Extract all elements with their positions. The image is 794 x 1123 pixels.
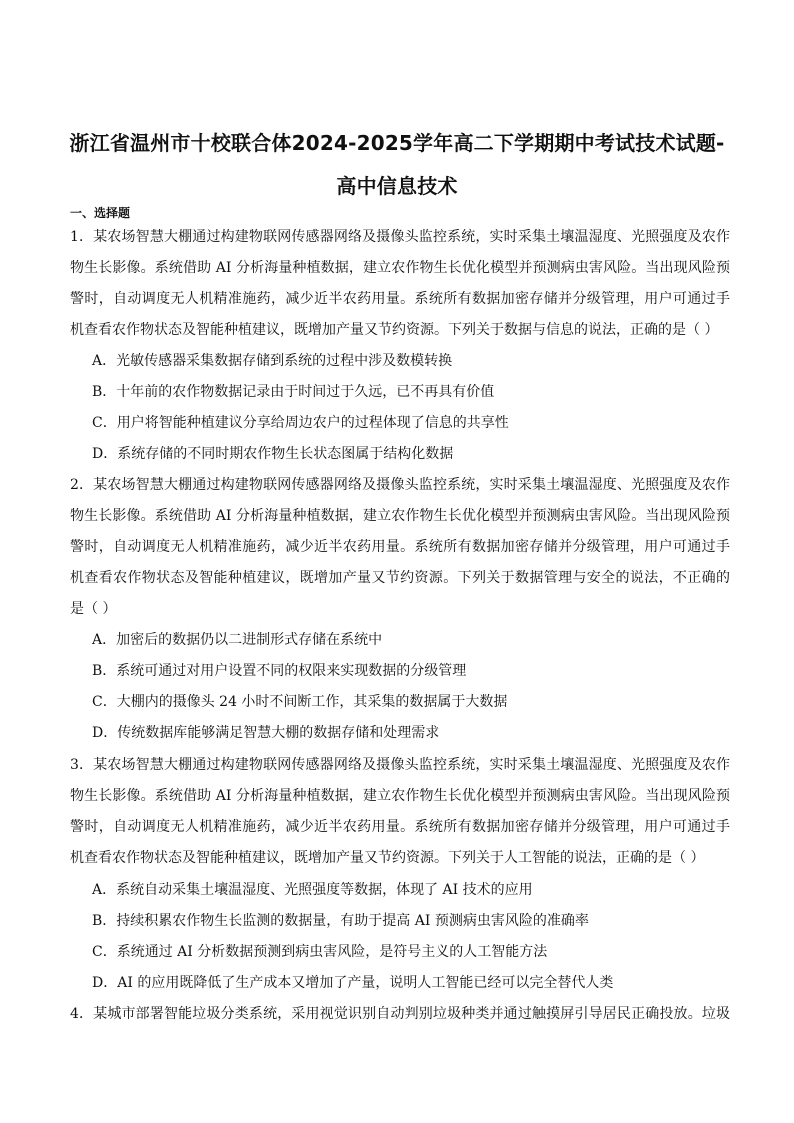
question-text-line: 机查看农作物状态及智能种植建议，既增加产量又节约资源。下列关于数据管理与安全的说法，不正确的 (70, 570, 730, 586)
option-d: D．系统存储的不同时期农作物生长状态图属于结构化数据 (92, 446, 454, 462)
question-text-line: 4．某城市部署智能垃圾分类系统，采用视觉识别自动判别垃圾种类并通过触摸屏引导居民正确投放。垃圾 (70, 1006, 730, 1022)
question-text-line: 机查看农作物状态及智能种植建议，既增加产量又节约资源。下列关于数据与信息的说法，正确的是（ ） (70, 322, 719, 338)
option-c: C．用户将智能种植建议分享给周边农户的过程体现了信息的共享性 (92, 415, 509, 431)
option-c: C．系统通过 AI 分析数据预测到病虫害风险，是符号主义的人工智能方法 (92, 944, 548, 960)
question-text-line: 物生长影像。系统借助 AI 分析海量种植数据，建立农作物生长优化模型并预测病虫害风险。当出现风险预 (70, 508, 730, 524)
option-a: A．加密后的数据仍以二进制形式存储在系统中 (92, 632, 383, 648)
question-text-line: 物生长影像。系统借助 AI 分析海量种植数据，建立农作物生长优化模型并预测病虫害风险。当出现风险预 (70, 788, 730, 804)
option-b: B．系统可通过对用户设置不同的权限来实现数据的分级管理 (92, 663, 467, 679)
section-heading: 一、选择题 (70, 206, 131, 220)
question-text-line: 2．某农场智慧大棚通过构建物联网传感器网络及摄像头监控系统，实时采集土壤温湿度、光照强度及农作 (70, 477, 730, 493)
question-text-line: 警时，自动调度无人机精准施药，减少近半农药用量。系统所有数据加密存储并分级管理，用户可通过手 (70, 819, 730, 835)
option-b: B．十年前的农作物数据记录由于时间过于久远，已不再具有价值 (92, 384, 495, 400)
question-text-line: 是（ ） (70, 601, 117, 617)
question-text-line: 警时，自动调度无人机精准施药，减少近半农药用量。系统所有数据加密存储并分级管理，用户可通过手 (70, 291, 730, 307)
option-d: D．传统数据库能够满足智慧大棚的数据存储和处理需求 (92, 725, 440, 741)
document-title-line-1: 浙江省温州市十校联合体2024-2025学年高二下学期期中考试技术试题- (69, 131, 725, 155)
question-text-line: 警时，自动调度无人机精准施药，减少近半农药用量。系统所有数据加密存储并分级管理，用户可通过手 (70, 539, 730, 555)
option-a: A．光敏传感器采集数据存储到系统的过程中涉及数模转换 (92, 353, 453, 369)
question-text-line: 物生长影像。系统借助 AI 分析海量种植数据，建立农作物生长优化模型并预测病虫害风险。当出现风险预 (70, 260, 730, 276)
question-text-line: 3．某农场智慧大棚通过构建物联网传感器网络及摄像头监控系统，实时采集土壤温湿度、光照强度及农作 (70, 757, 730, 773)
option-a: A．系统自动采集土壤温湿度、光照强度等数据，体现了 AI 技术的应用 (92, 882, 533, 898)
document-title-line-2: 高中信息技术 (336, 174, 458, 198)
option-c: C．大棚内的摄像头 24 小时不间断工作，其采集的数据属于大数据 (92, 694, 508, 710)
question-text-line: 机查看农作物状态及智能种植建议，既增加产量又节约资源。下列关于人工智能的说法，正确的是（ ） (70, 850, 705, 866)
option-d: D．AI 的应用既降低了生产成本又增加了产量，说明人工智能已经可以完全替代人类 (92, 975, 614, 991)
question-text-line: 1．某农场智慧大棚通过构建物联网传感器网络及摄像头监控系统，实时采集土壤温湿度、光照强度及农作 (70, 229, 730, 245)
option-b: B．持续积累农作物生长监测的数据量，有助于提高 AI 预测病虫害风险的准确率 (92, 913, 589, 929)
